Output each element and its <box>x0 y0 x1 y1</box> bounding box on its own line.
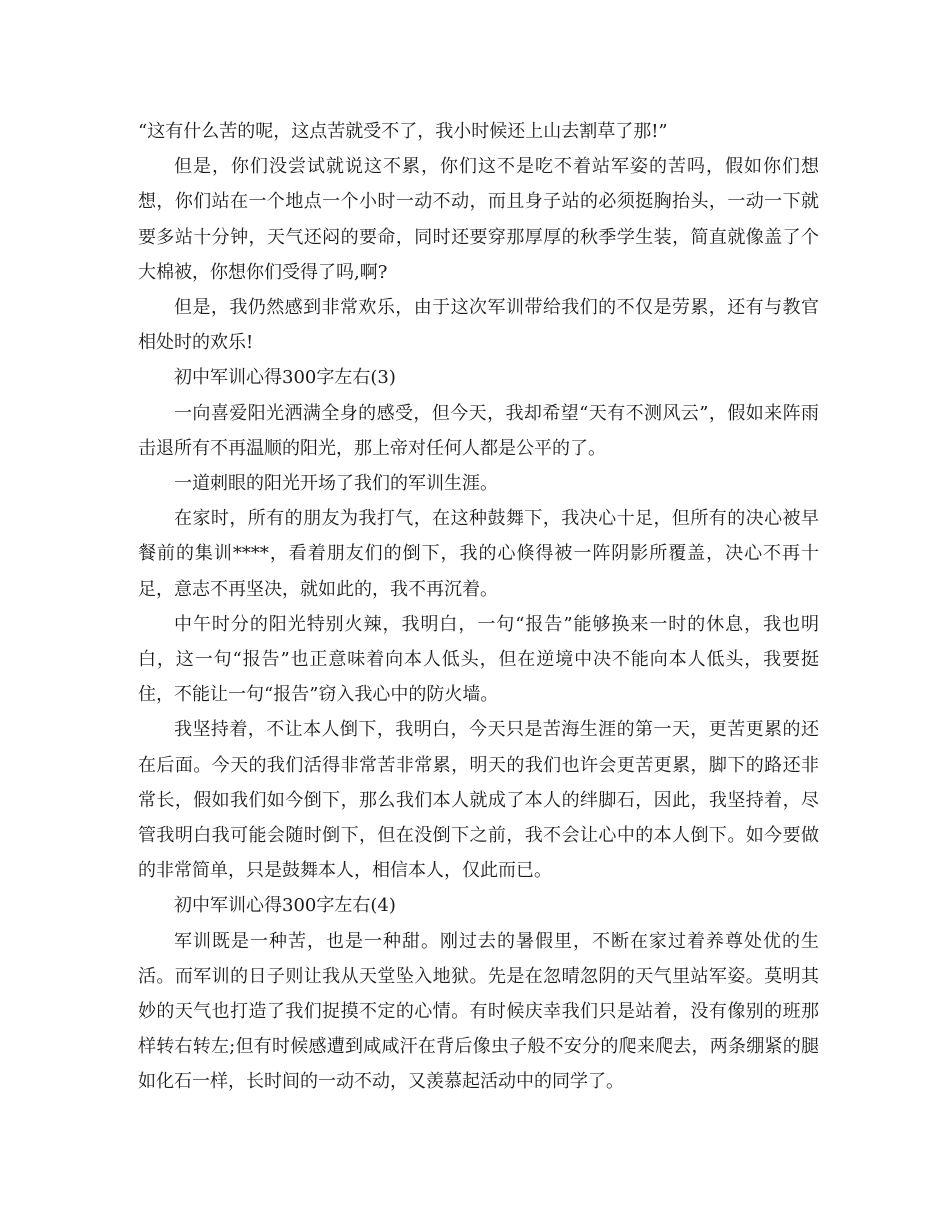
section-heading-3: 初中军训心得300字左右(3) <box>174 367 396 389</box>
paragraph-3: 但是，我仍然感到非常欢乐，由于这次军训带给我们的不仅是劳累，还有与教官相处时的欢乐! <box>138 297 819 354</box>
paragraph-9: 军训既是一种苦，也是一种甜。刚过去的暑假里，不断在家过着养尊处优的生活。而军训的日子则让我从天堂坠入地狱。先是在忽晴忽阴的天气里站军姿。莫明其妙的天气也打造了我们捉摸不定的心情。有时候庆幸我们只是站着，没有像别的班那样转右转左;但有时候感遭到咸咸汗在背后像虫子般不安分的爬来爬去，两条绷紧的腿如化石一样，长时间的一动不动，又羡慕起活动中的同学了。 <box>138 930 819 1093</box>
paragraph-1: “这有什么苦的呢，这点苦就受不了，我小时候还上山去割草了那!” <box>138 121 668 142</box>
paragraph-6: 在家时，所有的朋友为我打气，在这种鼓舞下，我决心十足，但所有的决心被早餐前的集训****，看着朋友们的倒下，我的心倏得被一阵阴影所覆盖，决心不再十足，意志不再坚决，就如此的，我不再沉着。 <box>138 508 819 600</box>
section-heading-4: 初中军训心得300字左右(4) <box>174 895 396 917</box>
paragraph-8: 我坚持着，不让本人倒下，我明白，今天只是苦海生涯的第一天，更苦更累的还在后面。今天的我们活得非常苦非常累，明天的我们也许会更苦更累，脚下的路还非常长，假如我们如今倒下，那么我们本人就成了本人的绊脚石，因此，我坚持着，尽管我明白我可能会随时倒下，但在没倒下之前，我不会让心中的本人倒下。如今要做的非常简单，只是鼓舞本人，相信本人，仅此而已。 <box>138 719 819 882</box>
paragraph-4: 一向喜爱阳光洒满全身的感受，但今天，我却希望“天有不测风云”，假如来阵雨击退所有不再温顺的阳光，那上帝对任何人都是公平的了。 <box>138 402 819 459</box>
paragraph-5: 一道刺眼的阳光开场了我们的军训生涯。 <box>174 473 498 495</box>
paragraph-2: 但是，你们没尝试就说这不累，你们这不是吃不着站军姿的苦吗，假如你们想想，你们站在一个地点一个小时一动不动，而且身子站的必须挺胸抬头，一动一下就要多站十分钟，天气还闷的要命，同时还要穿那厚厚的秋季学生装，简直就像盖了个大棉被，你想你们受得了吗,啊? <box>138 156 819 283</box>
paragraph-7: 中午时分的阳光特别火辣，我明白，一句“报告”能够换来一时的休息，我也明白，这一句“报告”也正意味着向本人低头，但在逆境中决不能向本人低头，我要挺住，不能让一句“报告”窃入我心中的防火墙。 <box>138 613 819 706</box>
